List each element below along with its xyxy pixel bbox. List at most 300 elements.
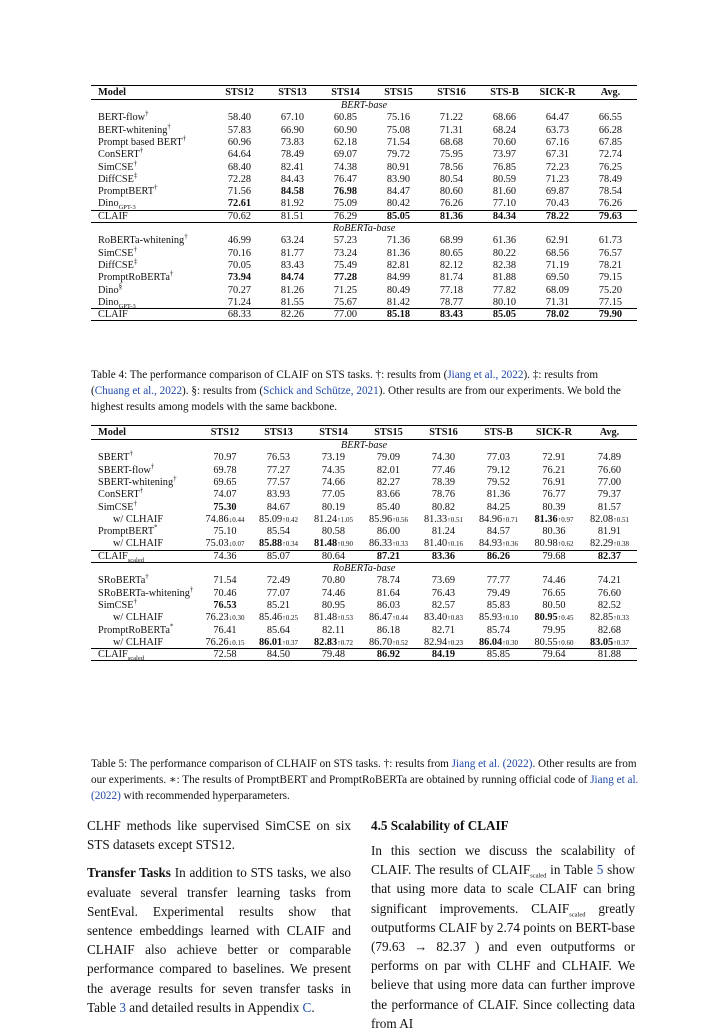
- model-name-cell: SimCSE†: [98, 159, 137, 173]
- score-cell: 61.73: [598, 235, 623, 247]
- column-header: STS14: [306, 426, 361, 440]
- score-cell: 74.89: [597, 452, 622, 464]
- column-header: STS14: [319, 86, 372, 100]
- score-cell: 70.27: [227, 284, 252, 296]
- column-header: Avg.: [582, 426, 637, 440]
- score-cell: 79.15: [598, 272, 623, 284]
- score-cell: 76.65: [542, 587, 566, 599]
- score-cell: 82.57: [431, 600, 456, 611]
- score-cell: 84.93↑0.36: [479, 538, 518, 550]
- score-cell: 71.36: [386, 235, 411, 247]
- score-cell: 74.46: [321, 587, 346, 599]
- score-cell: 79.37: [597, 489, 622, 501]
- score-cell: 82.08↑0.51: [590, 513, 629, 525]
- model-name-cell: w/ CLHAIF: [113, 636, 164, 648]
- delta-value: ↓0.07: [228, 540, 245, 549]
- delta-value: ↑0.56: [392, 515, 408, 524]
- model-name-cell: SBERT-whitening†: [98, 474, 177, 489]
- score-cell: 74.38: [333, 161, 358, 173]
- delta-value: ↑0.72: [337, 638, 353, 647]
- delta-value: ↑0.44: [392, 614, 408, 623]
- score-cell: 71.25: [333, 284, 358, 296]
- score-cell: 84.43: [280, 173, 305, 185]
- delta-value: ↑0.36: [502, 540, 518, 549]
- score-cell: 62.18: [333, 137, 358, 149]
- score-cell: 72.91: [542, 452, 566, 464]
- score-cell: 67.16: [545, 137, 570, 149]
- score-cell: 83.43: [280, 260, 305, 271]
- table-row: [91, 538, 637, 550]
- score-cell: 69.07: [333, 149, 358, 161]
- score-cell: 67.85: [598, 137, 623, 149]
- table-row: [91, 235, 637, 247]
- score-cell: 73.83: [280, 137, 305, 149]
- score-cell: 74.46: [542, 575, 566, 587]
- table-5: [91, 425, 637, 661]
- model-name-cell: BERT-whitening†: [98, 122, 171, 136]
- score-cell: 81.42: [386, 296, 411, 308]
- column-header: STS13: [251, 426, 306, 440]
- score-cell: 70.05: [227, 260, 252, 271]
- score-cell: 78.77: [439, 296, 464, 308]
- score-cell: 82.38: [492, 260, 517, 271]
- score-cell: 73.69: [431, 575, 456, 587]
- paragraph: CLHF methods like supervised SimCSE on six STS datasets except STS12.: [87, 818, 351, 853]
- column-header: STS16: [425, 86, 478, 100]
- score-cell: 69.50: [545, 272, 570, 284]
- score-cell: 84.58: [280, 186, 305, 198]
- delta-value: ↑0.90: [337, 540, 353, 549]
- score-cell: 82.37: [582, 550, 637, 562]
- score-cell: 85.96↑0.56: [369, 513, 408, 525]
- score-cell: 84.57: [486, 526, 511, 538]
- score-cell: 70.46: [213, 587, 237, 599]
- score-cell: 75.20: [598, 284, 623, 296]
- score-cell: 81.36↑0.97: [534, 513, 574, 525]
- citation-link[interactable]: Chuang et al., 2022: [94, 385, 183, 397]
- score-cell: 70.43: [545, 198, 570, 210]
- score-cell: 80.58: [321, 526, 346, 538]
- score-cell: 81.64: [376, 587, 401, 599]
- score-cell: 66.55: [598, 112, 623, 124]
- model-name-cell: ConSERT†: [98, 486, 144, 501]
- score-cell: 75.67: [333, 296, 358, 308]
- score-cell: 81.36: [425, 210, 478, 222]
- score-cell: 76.23↓0.30: [205, 612, 245, 624]
- score-cell: 86.47↑0.44: [369, 612, 408, 624]
- score-cell: 76.43: [431, 587, 456, 599]
- delta-value: ↑0.83: [447, 614, 463, 623]
- score-cell: 70.62: [213, 210, 266, 222]
- score-cell: 78.49: [598, 173, 623, 185]
- score-cell: 77.57: [266, 477, 291, 489]
- score-cell: 61.36: [492, 235, 517, 247]
- score-cell: 75.30: [213, 501, 237, 513]
- score-cell: 71.31: [439, 124, 464, 136]
- score-cell: 83.66: [376, 489, 401, 501]
- table-row: [91, 587, 637, 599]
- left-column: [87, 816, 351, 1017]
- score-cell: 63.73: [545, 124, 570, 136]
- delta-value: ↑0.42: [282, 515, 298, 524]
- score-cell: 76.77: [542, 489, 566, 501]
- column-header: SICK-R: [531, 86, 584, 100]
- column-header: STS13: [266, 86, 319, 100]
- table-row: [91, 575, 637, 587]
- model-name-cell: CLAIF: [91, 309, 213, 321]
- score-cell: 76.26↓0.15: [205, 636, 245, 648]
- score-cell: 77.82: [492, 284, 517, 296]
- delta-value: ↑0.51: [447, 515, 463, 524]
- score-cell: 82.68: [597, 624, 622, 636]
- score-cell: 79.09: [376, 452, 401, 464]
- table-row: [91, 112, 637, 124]
- score-cell: 82.26: [266, 309, 319, 321]
- table-row: [91, 284, 637, 296]
- model-name-cell: w/ CLHAIF: [113, 513, 164, 525]
- model-name-cell: DiffCSE‡: [98, 257, 138, 271]
- score-cell: 79.63: [584, 210, 637, 222]
- score-cell: 78.22: [531, 210, 584, 222]
- score-cell: 85.54: [266, 526, 291, 538]
- delta-value: ↑0.52: [392, 638, 408, 647]
- score-cell: 82.81: [386, 260, 411, 271]
- score-cell: 76.26: [439, 198, 464, 210]
- score-cell: 75.95: [439, 149, 464, 161]
- score-cell: 70.60: [492, 137, 517, 149]
- table-ref-link[interactable]: 3: [119, 999, 126, 1015]
- delta-value: ↑0.45: [557, 614, 574, 623]
- score-cell: 78.39: [431, 477, 456, 489]
- score-cell: 80.95: [321, 600, 346, 611]
- model-name-cell: Dino§: [98, 282, 123, 296]
- score-cell: 80.39: [542, 501, 566, 513]
- score-cell: 76.85: [492, 161, 517, 173]
- delta-value: ↑0.23: [447, 638, 463, 647]
- score-cell: 80.95↑0.45: [534, 612, 574, 624]
- score-cell: 71.31: [545, 296, 570, 308]
- score-cell: 71.22: [439, 112, 464, 124]
- score-cell: 68.68: [439, 137, 464, 149]
- score-cell: 66.28: [598, 124, 623, 136]
- score-cell: 57.83: [227, 124, 252, 136]
- delta-value: ↑0.30: [502, 638, 518, 647]
- score-cell: 67.10: [280, 112, 305, 124]
- score-cell: 76.29: [319, 210, 372, 222]
- citation-link[interactable]: Jiang et al. (2022): [451, 758, 533, 770]
- citation-link[interactable]: Schick and Schütze, 2021: [263, 385, 379, 397]
- score-cell: 77.05: [321, 489, 346, 501]
- column-header: Avg.: [584, 86, 637, 100]
- score-cell: 81.88: [582, 649, 637, 661]
- score-cell: 84.67: [266, 501, 291, 513]
- delta-value: ↑0.33: [613, 614, 629, 623]
- score-cell: 81.33↑0.51: [424, 513, 463, 525]
- score-cell: 68.33: [213, 309, 266, 321]
- citation-link[interactable]: Jiang et al., 2022: [447, 369, 524, 381]
- section-label: BERT-base: [340, 440, 388, 452]
- model-name-cell: RoBERTa-whitening†: [98, 232, 188, 247]
- score-cell: 76.98: [333, 186, 358, 198]
- score-cell: 70.16: [227, 247, 252, 259]
- table-5-caption: Table 5: The performance comparison of CLHAIF on STS tasks. †: results from Jiang et al. (2022). Other results are from our experiments. ∗: The results of PromptBERT and PromptRoBERTa are obtained by running official code of Jiang et al. (2022) with recommended hyperparameters.: [91, 758, 639, 802]
- table-row: [91, 526, 637, 538]
- score-cell: 71.54: [213, 575, 237, 587]
- score-cell: 60.90: [333, 124, 358, 136]
- section-label-row: [91, 440, 637, 452]
- delta-value: ↑0.38: [613, 540, 629, 549]
- table-row: [91, 198, 637, 210]
- score-cell: 85.85: [471, 649, 526, 661]
- score-cell: 80.50: [542, 600, 566, 611]
- score-cell: 73.19: [321, 452, 346, 464]
- score-cell: 76.53: [213, 600, 237, 611]
- score-cell: 72.58: [199, 649, 251, 661]
- score-cell: 85.05: [478, 309, 531, 321]
- delta-value: ↓0.30: [228, 614, 245, 623]
- table-row: [91, 247, 637, 259]
- score-cell: 69.78: [213, 464, 237, 476]
- score-cell: 78.74: [376, 575, 401, 587]
- table-header-row: [91, 426, 637, 440]
- score-cell: 79.68: [526, 550, 582, 562]
- column-header: SICK-R: [526, 426, 582, 440]
- score-cell: 80.10: [492, 296, 517, 308]
- score-cell: 79.64: [526, 649, 582, 661]
- column-header: STS-B: [471, 426, 526, 440]
- score-cell: 84.47: [386, 186, 411, 198]
- section-label-row: [91, 562, 637, 574]
- score-cell: 81.60: [492, 186, 517, 198]
- model-name-cell: $CLAIF_{scaled}$: [91, 649, 199, 661]
- score-cell: 73.97: [492, 149, 517, 161]
- column-header: STS12: [213, 86, 266, 100]
- score-cell: 85.07: [251, 550, 306, 562]
- score-cell: 85.09↑0.42: [259, 513, 298, 525]
- section-label: RoBERTa-base: [91, 562, 637, 574]
- score-cell: 70.80: [321, 575, 346, 587]
- delta-value: ↑1.05: [337, 515, 353, 524]
- score-cell: 77.03: [486, 452, 511, 464]
- score-cell: 79.95: [542, 624, 566, 636]
- score-cell: 75.03↓0.07: [205, 538, 245, 550]
- score-cell: 80.82: [431, 501, 456, 513]
- score-cell: 84.96↑0.71: [479, 513, 518, 525]
- score-cell: 74.36: [199, 550, 251, 562]
- score-cell: 80.91: [386, 161, 411, 173]
- paragraph-transfer-tasks: Transfer Tasks In addition to STS tasks, we also evaluate several transfer learning tasks from SentEval. Experimental results show that sentence embeddings learned with CLAIF and CLHAIF also achieve better or comparable performance compared to baselines. We present the average results for seven transfer tasks in Table 3 and detailed results in Appendix C.: [87, 865, 351, 1015]
- score-cell: 72.23: [545, 161, 570, 173]
- column-header: STS15: [361, 426, 416, 440]
- score-cell: 76.26: [598, 198, 623, 210]
- score-cell: 58.40: [227, 112, 252, 124]
- score-cell: 80.19: [321, 501, 346, 513]
- score-cell: 81.36: [486, 489, 511, 501]
- score-cell: 81.26: [280, 284, 305, 296]
- section-label-row: [91, 222, 637, 234]
- score-cell: 81.40↑0.16: [424, 538, 463, 550]
- model-name-cell: w/ CLHAIF: [113, 612, 164, 624]
- score-cell: 86.33↑0.33: [369, 538, 408, 550]
- score-cell: 60.96: [227, 137, 252, 149]
- model-name-cell: PromptRoBERTa†: [98, 269, 174, 284]
- score-cell: 82.27: [376, 477, 401, 489]
- score-cell: 81.77: [280, 247, 305, 259]
- score-cell: 72.61: [227, 198, 252, 210]
- score-cell: 83.36: [416, 550, 471, 562]
- score-cell: 70.97: [213, 452, 237, 464]
- table-row: [91, 550, 637, 562]
- score-cell: 76.47: [333, 173, 358, 185]
- score-cell: 79.52: [486, 477, 511, 489]
- score-cell: 75.09: [333, 198, 358, 210]
- delta-value: ↑0.51: [613, 515, 629, 524]
- score-cell: 84.99: [386, 272, 411, 284]
- score-cell: 84.34: [478, 210, 531, 222]
- score-cell: 84.25: [486, 501, 511, 513]
- score-cell: 78.76: [431, 489, 456, 501]
- score-cell: 86.03: [376, 600, 401, 611]
- score-cell: 82.94↑0.23: [424, 636, 463, 648]
- section-label: BERT-base: [340, 100, 388, 112]
- table-row: [91, 186, 637, 198]
- score-cell: 73.94: [227, 272, 252, 284]
- score-cell: 78.49: [280, 149, 305, 161]
- score-cell: 82.12: [439, 260, 464, 271]
- score-cell: 77.46: [431, 464, 456, 476]
- delta-value: ↑0.10: [502, 614, 518, 623]
- table-ref-link[interactable]: 5: [596, 862, 604, 878]
- score-cell: 77.00: [319, 309, 372, 321]
- score-cell: 74.86↓0.44: [205, 513, 245, 525]
- score-cell: 80.49: [386, 284, 411, 296]
- score-cell: 82.85↑0.33: [590, 612, 629, 624]
- table-row: [91, 210, 637, 222]
- score-cell: 82.41: [280, 161, 305, 173]
- score-cell: 68.09: [545, 284, 570, 296]
- score-cell: 85.83: [486, 600, 511, 611]
- model-name-cell: $CLAIF_{scaled}$: [91, 550, 199, 562]
- right-column: [371, 816, 635, 1033]
- section-label: RoBERTa-base: [91, 222, 637, 234]
- score-cell: 75.08: [386, 124, 411, 136]
- table-row: [91, 173, 637, 185]
- model-name-cell: BERT-flow†: [98, 110, 149, 124]
- score-cell: 86.01↑0.37: [259, 636, 298, 648]
- score-cell: 83.40↑0.83: [424, 612, 463, 624]
- table-row: [91, 452, 637, 464]
- score-cell: 80.59: [492, 173, 517, 185]
- score-cell: 76.25: [598, 161, 623, 173]
- score-cell: 86.04↑0.30: [479, 636, 518, 648]
- score-cell: 74.07: [213, 489, 237, 501]
- score-cell: 85.64: [266, 624, 291, 636]
- table-row: [91, 136, 637, 148]
- score-cell: 66.90: [280, 124, 305, 136]
- score-cell: 85.74: [486, 624, 511, 636]
- table-row: [91, 624, 637, 636]
- score-cell: 83.90: [386, 173, 411, 185]
- table-4: [91, 85, 637, 321]
- model-name-cell: PromptRoBERTa*: [98, 622, 174, 636]
- score-cell: 62.91: [545, 235, 570, 247]
- model-name-cell: w/ CLHAIF: [113, 538, 164, 550]
- score-cell: 60.85: [333, 112, 358, 124]
- table-row: [91, 489, 637, 501]
- score-cell: 81.74: [439, 272, 464, 284]
- score-cell: 72.28: [227, 173, 252, 185]
- score-cell: 72.74: [598, 149, 623, 161]
- model-name-cell: ConSERT†: [98, 146, 144, 161]
- score-cell: 78.54: [598, 186, 623, 198]
- score-cell: 76.91: [542, 477, 566, 489]
- delta-value: ↑0.62: [557, 540, 574, 549]
- score-cell: 68.66: [492, 112, 517, 124]
- score-cell: 69.87: [545, 186, 570, 198]
- score-cell: 68.40: [227, 161, 252, 173]
- score-cell: 69.65: [213, 477, 237, 489]
- score-cell: 81.92: [280, 198, 305, 210]
- model-name-cell: SBERT†: [98, 450, 133, 464]
- score-cell: 79.49: [486, 587, 511, 599]
- score-cell: 46.99: [227, 235, 252, 247]
- score-cell: 74.66: [321, 477, 346, 489]
- delta-value: ↓0.44: [228, 515, 245, 524]
- score-cell: 68.99: [439, 235, 464, 247]
- score-cell: 67.31: [545, 149, 570, 161]
- model-name-cell: Dino$_{GPT-3}$: [98, 198, 136, 212]
- score-cell: 81.24: [431, 526, 456, 538]
- model-name-cell: SimCSE†: [98, 245, 137, 259]
- score-cell: 64.64: [227, 149, 252, 161]
- score-cell: 80.60: [439, 186, 464, 198]
- score-cell: 71.54: [386, 137, 411, 149]
- model-name-cell: SimCSE†: [98, 499, 137, 513]
- score-cell: 79.12: [486, 464, 511, 476]
- delta-value: ↑0.60: [557, 638, 574, 647]
- score-cell: 75.49: [333, 260, 358, 271]
- model-name-cell: DiffCSE‡: [98, 171, 138, 185]
- score-cell: 80.65: [439, 247, 464, 259]
- delta-value: ↑0.34: [282, 540, 298, 549]
- model-name-cell: SBERT-flow†: [98, 462, 155, 476]
- appendix-ref-link[interactable]: C: [302, 999, 312, 1015]
- score-cell: 83.43: [425, 309, 478, 321]
- score-cell: 79.48: [306, 649, 361, 661]
- score-cell: 85.40: [376, 501, 401, 513]
- model-name-cell: PromptBERT*: [98, 523, 158, 538]
- model-name-cell: CLAIF: [91, 210, 213, 222]
- score-cell: 68.56: [545, 247, 570, 259]
- model-name-cell: SimCSE†: [98, 597, 137, 611]
- score-cell: 86.70↑0.52: [369, 636, 408, 648]
- paragraph: In this section we discuss the scalability of CLAIF. The results of $CLAIF_{scaled}$ in Table 5 show that using more data to scale CLAIF can bring significant improvements. $CLAIF_{scaled}$ greatly outputforms CLAIF by 2.74 points on BERT-base (79.63 → 82.37 ) and even outputforms or performs on par with CLHF and CLHAIF. We believe that using more data can further improve the performance of CLAIF. Since collecting data from AI: [371, 843, 635, 1031]
- score-cell: 73.24: [333, 247, 358, 259]
- score-cell: 78.02: [531, 309, 584, 321]
- citation-link[interactable]: Jiang et al. (2022): [91, 774, 639, 802]
- delta-value: ↓0.15: [228, 638, 245, 647]
- table-4-caption: Table 4: The performance comparison of CLAIF on STS tasks. †: results from (Jiang et al., 2022). ‡: results from (Chuang et al., 2022). §: results from (Schick and Schütze, 2021). Other results are from our experiments. We bold the highest results among models with the same backbone.: [91, 369, 621, 413]
- table-row: [91, 309, 637, 321]
- score-cell: 74.21: [597, 575, 622, 587]
- table-row: [91, 476, 637, 488]
- table-row: [91, 599, 637, 611]
- score-cell: 85.93↑0.10: [479, 612, 518, 624]
- score-cell: 76.53: [266, 452, 291, 464]
- table-header-row: [91, 86, 637, 100]
- column-header: STS16: [416, 426, 471, 440]
- score-cell: 82.83↑0.72: [314, 636, 353, 648]
